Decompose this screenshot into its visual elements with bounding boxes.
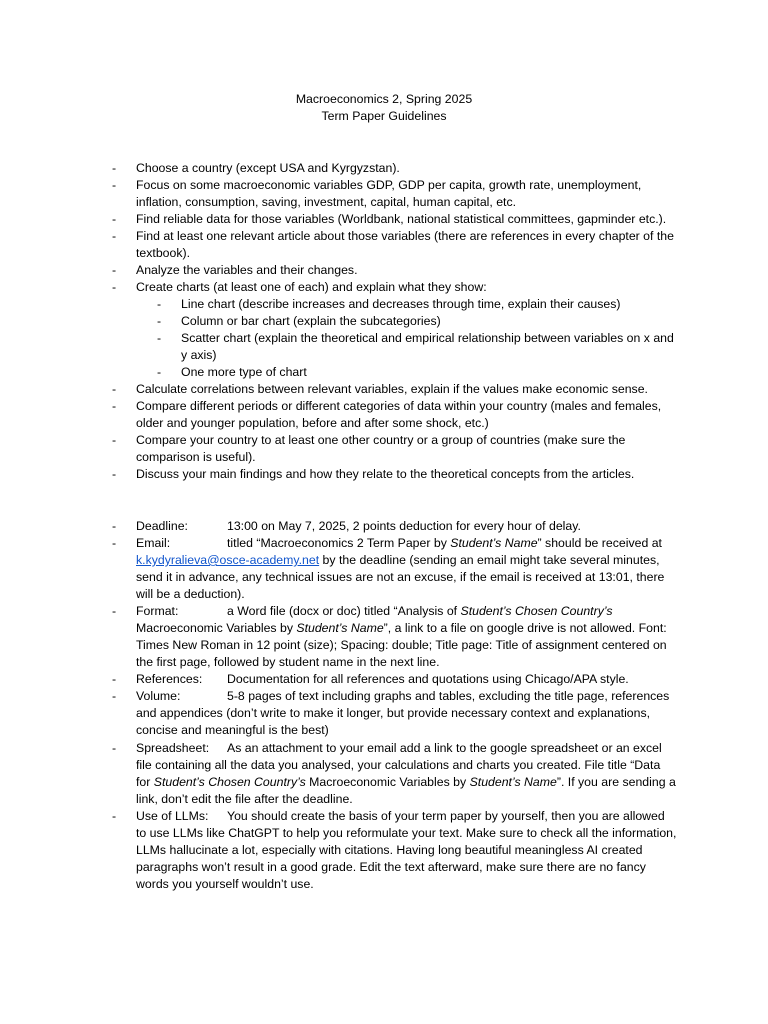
references-item (112, 671, 678, 688)
task-find-data: Find reliable data for those variables (Worldbank, national statistical committees, gapminder etc.). (136, 212, 667, 226)
list-item (112, 466, 678, 483)
bullet-dash: - (112, 229, 117, 243)
email-item (112, 535, 678, 603)
list-item (157, 364, 678, 381)
format-item (112, 603, 678, 671)
list-item (112, 279, 678, 296)
bullet-dash: - (157, 297, 162, 311)
task-create-charts: Create charts (at least one of each) and explain what they show: (136, 280, 487, 294)
format-text-1: a Word file (docx or doc) titled “Analysis of (227, 604, 461, 618)
email-text-3: by the deadline (sending an email might take several minutes, send it in advance, any technical issues are not an excuse, if the email is received at 13:01, there will be a deduction). (136, 553, 665, 601)
format-text-2: Macroeconomic Variables by (136, 621, 297, 635)
email-text-1: titled “Macroeconomics 2 Term Paper by (227, 536, 451, 550)
list-item (112, 262, 678, 279)
task-correlations: Calculate correlations between relevant variables, explain if the values make economic sense. (136, 382, 648, 396)
task-compare-periods: Compare different periods or different categories of data within your country (males and females, older and younger population, before and after some shock, etc.) (136, 399, 662, 430)
bullet-dash: - (157, 331, 162, 345)
list-item (112, 177, 678, 211)
llms-text: You should create the basis of your term paper by yourself, then you are allowed to use LLMs like ChatGPT to help you reformulate your text. Make sure to check all the information, LLMs hallucinate a lot, especially with citations. Having long beautiful meaningless AI created paragraphs won’t result in a good grade. Edit the text afterward, make sure there are no fancy words you yourself wouldn’t use. (136, 809, 677, 891)
format-italic-name: Student’s Name (296, 621, 384, 635)
list-item (157, 296, 678, 313)
format-text-3: ”, a link to a file on google drive is not allowed. Font: Times New Roman in 12 point (size); Spacing: double; Title page: Title of assignment centered on the first page, followed by student name in the next line. (136, 621, 667, 669)
document-title: Macroeconomics 2, Spring 2025 (295, 92, 473, 106)
bullet-dash: - (112, 280, 117, 294)
spreadsheet-item (112, 740, 678, 808)
references-text: Documentation for all references and quotations using Chicago/APA style. (227, 672, 629, 686)
task-discuss: Discuss your main findings and how they relate to the theoretical concepts from the articles. (136, 467, 635, 481)
chart-type-bar: Column or bar chart (explain the subcategories) (181, 314, 441, 328)
deadline-label: Deadline: (136, 519, 188, 533)
list-item (112, 432, 678, 466)
list-item (112, 381, 678, 398)
email-label: Email: (136, 536, 171, 550)
bullet-dash: - (112, 382, 117, 396)
bullet-dash: - (112, 604, 117, 618)
email-text-2: ” should be received at (537, 536, 662, 550)
list-item (157, 330, 678, 364)
task-choose-country: Choose a country (except USA and Kyrgyzstan). (136, 161, 400, 175)
bullet-dash: - (112, 178, 117, 192)
format-label: Format: (136, 604, 179, 618)
bullet-dash: - (112, 536, 117, 550)
email-link[interactable]: k.kydyralieva@osce-academy.net (136, 553, 320, 567)
deadline-item (112, 518, 678, 535)
task-find-article: Find at least one relevant article about those variables (there are references in every chapter of the textbook). (136, 229, 674, 260)
bullet-dash: - (112, 263, 117, 277)
spreadsheet-label: Spreadsheet: (136, 741, 210, 755)
bullet-dash: - (112, 519, 117, 533)
bullet-dash: - (112, 467, 117, 481)
list-item (112, 211, 678, 228)
document-subtitle: Term Paper Guidelines (321, 109, 447, 123)
bullet-dash: - (112, 399, 117, 413)
bullet-dash: - (112, 689, 117, 703)
spreadsheet-italic-name: Student’s Name (469, 775, 557, 789)
list-item (112, 398, 678, 432)
bullet-dash: - (112, 672, 117, 686)
list-item (112, 160, 678, 177)
bullet-dash: - (112, 212, 117, 226)
list-item (157, 313, 678, 330)
volume-text: 5-8 pages of text including graphs and tables, excluding the title page, references and appendices (don’t write to make it longer, but provide necessary context and explanations, concise and meaningful is the best) (136, 689, 670, 737)
chart-type-scatter: Scatter chart (explain the theoretical and empirical relationship between variables on x and y axis) (181, 331, 674, 362)
format-italic-country: Student’s Chosen Country’s (460, 604, 613, 618)
task-focus-variables: Focus on some macroeconomic variables GDP, GDP per capita, growth rate, unemployment, inflation, consumption, saving, investment, capital, human capital, etc. (136, 178, 642, 209)
bullet-dash: - (112, 433, 117, 447)
task-compare-countries: Compare your country to at least one other country or a group of countries (make sure the comparison is useful). (136, 433, 626, 464)
spreadsheet-italic-country: Student’s Chosen Country’s (153, 775, 306, 789)
references-label: References: (136, 672, 203, 686)
llms-item (112, 808, 678, 893)
bullet-dash: - (112, 741, 117, 755)
spreadsheet-text-3: ”. If you are sending a link, don’t edit the file after the deadline. (136, 775, 676, 806)
bullet-dash: - (157, 365, 162, 379)
bullet-dash: - (112, 809, 117, 823)
chart-type-other: One more type of chart (181, 365, 307, 379)
volume-label: Volume: (136, 689, 181, 703)
llms-label: Use of LLMs: (136, 809, 209, 823)
spreadsheet-text-1: As an attachment to your email add a link to the google spreadsheet or an excel file containing all the data you analysed, your calculations and charts you created. File title “Data for (136, 741, 662, 789)
spreadsheet-text-2: Macroeconomic Variables by (305, 775, 470, 789)
bullet-dash: - (157, 314, 162, 328)
task-analyze: Analyze the variables and their changes. (136, 263, 358, 277)
bullet-dash: - (112, 161, 117, 175)
email-italic-name: Student’s Name (450, 536, 538, 550)
volume-item (112, 688, 678, 739)
deadline-text: 13:00 on May 7, 2025, 2 points deduction for every hour of delay. (227, 519, 581, 533)
chart-type-line: Line chart (describe increases and decreases through time, explain their causes) (181, 297, 621, 311)
list-item (112, 228, 678, 262)
